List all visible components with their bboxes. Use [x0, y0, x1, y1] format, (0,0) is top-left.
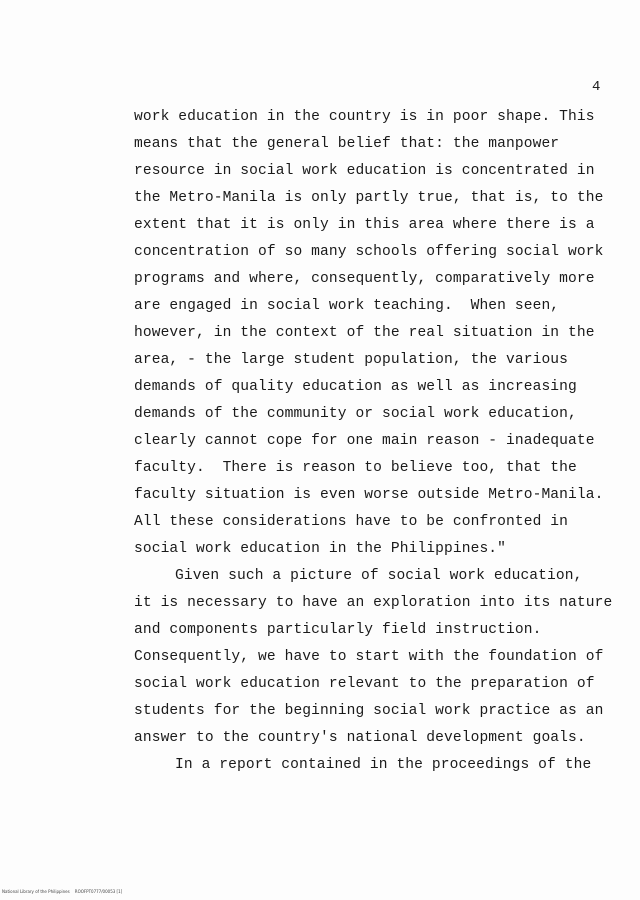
text-line: concentration of so many schools offering social work — [134, 244, 604, 260]
text-line: clearly cannot cope for one main reason - inadequate — [134, 433, 595, 449]
text-line: faculty. There is reason to believe too, that the — [134, 460, 577, 476]
text-line: means that the general belief that: the manpower — [134, 136, 560, 152]
text-line: All these considerations have to be confronted in — [134, 514, 569, 530]
text-line: extent that it is only in this area where there is a — [134, 217, 595, 233]
text-line: the Metro-Manila is only partly true, that is, to the — [134, 190, 604, 206]
page-number: 4 — [592, 79, 601, 95]
body-text — [134, 104, 613, 779]
text-line: and components particularly field instruction. — [134, 622, 542, 638]
text-line: demands of the community or social work education, — [134, 406, 577, 422]
archive-footer: National Library of the Philippines ROOFPT0777/00053 [1] — [2, 889, 123, 894]
text-line: students for the beginning social work practice as an — [134, 703, 604, 719]
text-line: answer to the country's national development goals. — [134, 730, 586, 746]
text-line: work education in the country is in poor shape. This — [134, 109, 595, 125]
text-line: it is necessary to have an exploration into its nature — [134, 595, 613, 611]
text-line: resource in social work education is concentrated in — [134, 163, 595, 179]
text-line: social work education relevant to the preparation of — [134, 676, 595, 692]
text-line: social work education in the Philippines." — [134, 541, 507, 557]
paragraph-start-line: Given such a picture of social work education, — [175, 568, 583, 584]
text-line: area, - the large student population, the various — [134, 352, 569, 368]
text-line: however, in the context of the real situation in the — [134, 325, 595, 341]
text-line: demands of quality education as well as increasing — [134, 379, 577, 395]
paragraph-start-line: In a report contained in the proceedings of the — [175, 757, 592, 773]
text-line: are engaged in social work teaching. When seen, — [134, 298, 560, 314]
text-line: faculty situation is even worse outside Metro-Manila. — [134, 487, 604, 503]
text-line: programs and where, consequently, comparatively more — [134, 271, 595, 287]
text-line: Consequently, we have to start with the foundation of — [134, 649, 604, 665]
